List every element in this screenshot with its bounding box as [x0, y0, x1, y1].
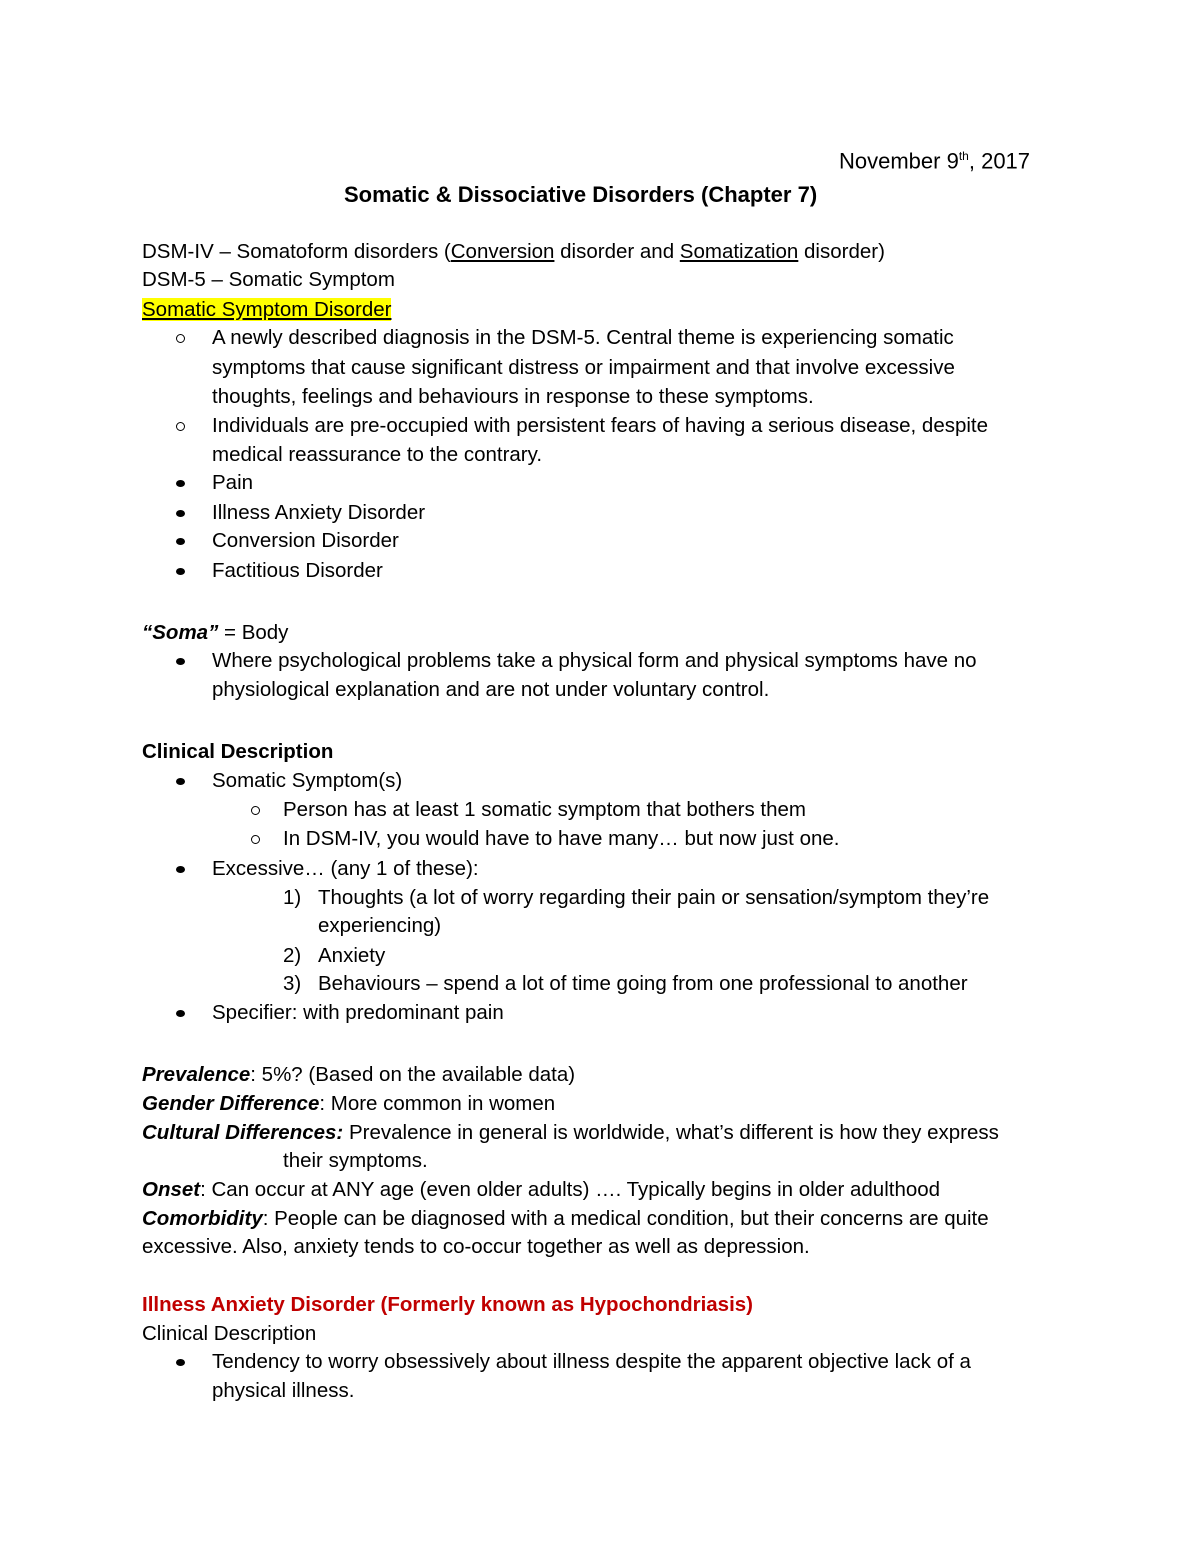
numbered-label-1: 1)	[283, 886, 302, 909]
ssd-heading-text: Somatic Symptom Disorder	[142, 298, 392, 321]
soma-term: “Soma”	[142, 621, 219, 644]
ssd-bullet-illness-anxiety: Illness Anxiety Disorder	[212, 501, 426, 524]
cultural-line2: their symptoms.	[283, 1149, 428, 1172]
soma-definition: = Body	[218, 621, 289, 644]
dsm-iv-end: disorder)	[798, 240, 885, 263]
ssd-o1-line2: symptoms that cause significant distress or impairment and that involve excessive	[212, 356, 955, 379]
bullet-icon	[176, 866, 185, 873]
date-line	[839, 150, 1030, 172]
bullet-icon	[176, 1010, 185, 1017]
prevalence-text: : 5%? (Based on the available data)	[250, 1063, 576, 1086]
cultural-label: Cultural Differences:	[142, 1121, 344, 1144]
bullet-icon	[176, 568, 185, 575]
clinical-bullet-excessive: Excessive… (any 1 of these):	[212, 857, 479, 880]
numbered-label-3: 3)	[283, 972, 302, 995]
iad-bullet-line2: physical illness.	[212, 1379, 355, 1402]
comorbidity-text: : People can be diagnosed with a medical condition, but their concerns are quite	[262, 1207, 989, 1230]
circle-bullet-icon	[176, 334, 185, 343]
dsm-iv-line	[142, 242, 885, 263]
ssd-o1-line3: thoughts, feelings and behaviours in response to these symptoms.	[212, 385, 814, 408]
numbered-item-2: Anxiety	[318, 944, 386, 967]
bullet-icon	[176, 538, 185, 545]
numbered-item-1-line2: experiencing)	[318, 914, 442, 937]
iad-subheading: Clinical Description	[142, 1322, 317, 1345]
dsm-iv-prefix: DSM-IV – Somatoform disorders (	[142, 240, 451, 263]
clinical-heading: Clinical Description	[142, 740, 334, 763]
date-year: , 2017	[968, 148, 1031, 174]
onset-text: : Can occur at ANY age (even older adults) …. Typically begins in older adulthood	[200, 1178, 941, 1201]
iad-heading: Illness Anxiety Disorder (Formerly known as Hypochondriasis)	[142, 1293, 753, 1316]
prevalence-line	[142, 1065, 575, 1086]
clinical-bullet-somatic: Somatic Symptom(s)	[212, 769, 403, 792]
ssd-heading	[142, 300, 391, 321]
clinical-bullet-specifier: Specifier: with predominant pain	[212, 1001, 504, 1024]
numbered-item-3: Behaviours – spend a lot of time going from one professional to another	[318, 972, 968, 995]
onset-label: Onset	[142, 1178, 201, 1201]
circle-bullet-icon	[251, 806, 260, 815]
numbered-label-2: 2)	[283, 944, 302, 967]
dsm-5-line: DSM-5 – Somatic Symptom	[142, 268, 395, 291]
cultural-line	[142, 1123, 999, 1144]
bullet-icon	[176, 480, 185, 487]
somatization-underlined: Somatization	[679, 240, 799, 263]
ssd-bullet-factitious: Factitious Disorder	[212, 559, 383, 582]
ssd-o2-line1: Individuals are pre-occupied with persistent fears of having a serious disease, despite	[212, 414, 989, 437]
comorbidity-label: Comorbidity	[142, 1207, 263, 1230]
iad-bullet-line1: Tendency to worry obsessively about illness despite the apparent objective lack of a	[212, 1350, 971, 1373]
ssd-o2-line2: medical reassurance to the contrary.	[212, 443, 543, 466]
circle-bullet-icon	[176, 422, 185, 431]
numbered-item-1-line1: Thoughts (a lot of worry regarding their pain or sensation/symptom they’re	[318, 886, 990, 909]
conversion-underlined: Conversion	[450, 240, 555, 263]
soma-bullet-line1: Where psychological problems take a physical form and physical symptoms have no	[212, 649, 977, 672]
date-text: November 9	[839, 148, 959, 174]
soma-bullet-line2: physiological explanation and are not under voluntary control.	[212, 678, 770, 701]
bullet-icon	[176, 510, 185, 517]
bullet-icon	[176, 658, 185, 665]
ssd-o1-line1: A newly described diagnosis in the DSM-5. Central theme is experiencing somatic	[212, 326, 954, 349]
page-title: Somatic & Dissociative Disorders (Chapter 7)	[344, 182, 818, 207]
gender-line	[142, 1094, 555, 1115]
clinical-sub-2: In DSM-IV, you would have to have many… but now just one.	[283, 827, 840, 850]
comorbidity-line2: excessive. Also, anxiety tends to co-occur together as well as depression.	[142, 1235, 810, 1258]
dsm-iv-mid: disorder and	[554, 240, 680, 263]
cultural-text: Prevalence in general is worldwide, what’s different is how they express	[343, 1121, 999, 1144]
bullet-icon	[176, 778, 185, 785]
ssd-bullet-pain: Pain	[212, 471, 254, 494]
comorbidity-line	[142, 1209, 989, 1230]
prevalence-label: Prevalence	[142, 1063, 251, 1086]
gender-label: Gender Difference	[142, 1092, 320, 1115]
gender-text: : More common in women	[319, 1092, 556, 1115]
bullet-icon	[176, 1359, 185, 1366]
date-superscript: th	[958, 149, 969, 163]
ssd-bullet-conversion: Conversion Disorder	[212, 529, 399, 552]
soma-line	[142, 623, 288, 644]
circle-bullet-icon	[251, 835, 260, 844]
clinical-sub-1: Person has at least 1 somatic symptom that bothers them	[283, 798, 806, 821]
onset-line	[142, 1180, 940, 1201]
